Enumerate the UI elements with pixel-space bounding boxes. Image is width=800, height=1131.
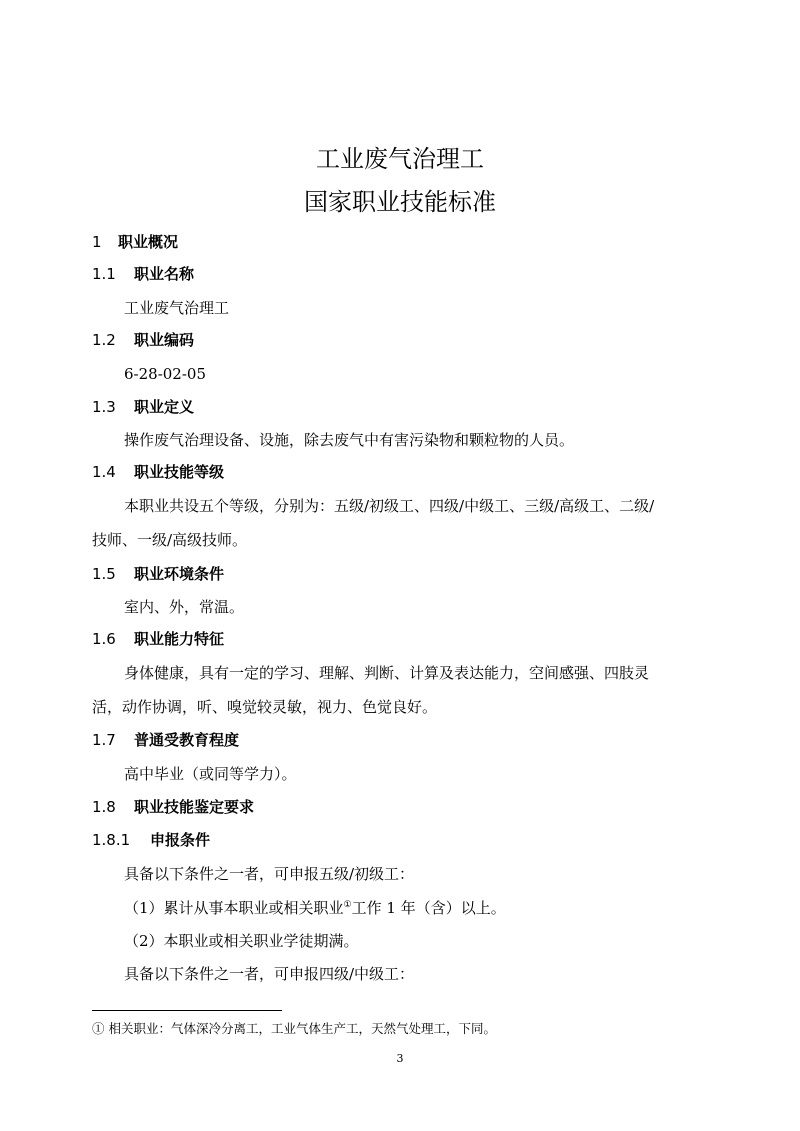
paragraph-text: 操作废气治理设备、设施，除去废气中有害污染物和颗粒物的人员。 <box>124 431 575 449</box>
paragraph-text: 6-28-02-05 <box>124 365 207 383</box>
paragraph-text: 具备以下条件之一者，可申报五级/初级工： <box>124 865 415 883</box>
section-number: 1.2 <box>92 331 116 349</box>
paragraph-text: 身体健康，具有一定的学习、理解、判断、计算及表达能力，空间感强、四肢灵 <box>124 664 650 682</box>
paragraph-text: 室内、外，常温。 <box>124 598 245 616</box>
paragraph-text: 工业废气治理工 <box>124 299 230 317</box>
section-title: 职业编码 <box>134 331 195 349</box>
paragraph-text: 高中毕业（或同等学力）。 <box>124 765 297 783</box>
section-number: 1.5 <box>92 565 116 583</box>
section-title: 申报条件 <box>150 831 211 849</box>
paragraph-text: 技师、一级/高级技师。 <box>92 531 248 549</box>
section-title: 职业名称 <box>134 265 195 283</box>
section-title: 职业概况 <box>118 233 179 251</box>
footnote: ① 相关职业：气体深冷分离工，工业气体生产工，天然气处理工，下同。 <box>92 1021 496 1036</box>
section-title: 职业定义 <box>134 398 195 416</box>
footnote-divider <box>92 1010 282 1011</box>
section-number: 1.8 <box>92 798 116 816</box>
document-title: 工业废气治理工 <box>316 145 484 173</box>
section-title: 职业环境条件 <box>134 565 225 583</box>
section-number: 1.6 <box>92 630 116 648</box>
paragraph-text: 具备以下条件之一者，可申报四级/中级工： <box>124 965 415 983</box>
section-title: 职业技能鉴定要求 <box>134 798 255 816</box>
condition-text: （2）本职业或相关职业学徒期满。 <box>124 932 359 950</box>
paragraph-text: 活，动作协调，听、嗅觉较灵敏，视力、色觉良好。 <box>92 698 438 716</box>
section-number: 1.7 <box>92 731 116 749</box>
page-number: 3 <box>396 1052 404 1065</box>
section-number: 1.8.1 <box>92 831 131 849</box>
section-number: 1.1 <box>92 265 116 283</box>
section-title: 普通受教育程度 <box>134 731 240 749</box>
paragraph-text: 本职业共设五个等级，分别为：五级/初级工、四级/中级工、三级/高级工、二级/ <box>124 497 655 515</box>
condition-text-part: （1）累计从事本职业或相关职业 <box>124 899 344 917</box>
footnote-marker: ① <box>343 900 352 910</box>
document-subtitle: 国家职业技能标准 <box>304 188 496 216</box>
section-title: 职业能力特征 <box>134 630 225 648</box>
condition-text <box>124 896 506 920</box>
condition-text-part: 工作 1 年（含）以上。 <box>351 899 506 917</box>
section-title: 职业技能等级 <box>134 463 225 481</box>
section-number: 1.3 <box>92 398 116 416</box>
section-number: 1.4 <box>92 463 116 481</box>
section-number: 1 <box>92 233 102 251</box>
